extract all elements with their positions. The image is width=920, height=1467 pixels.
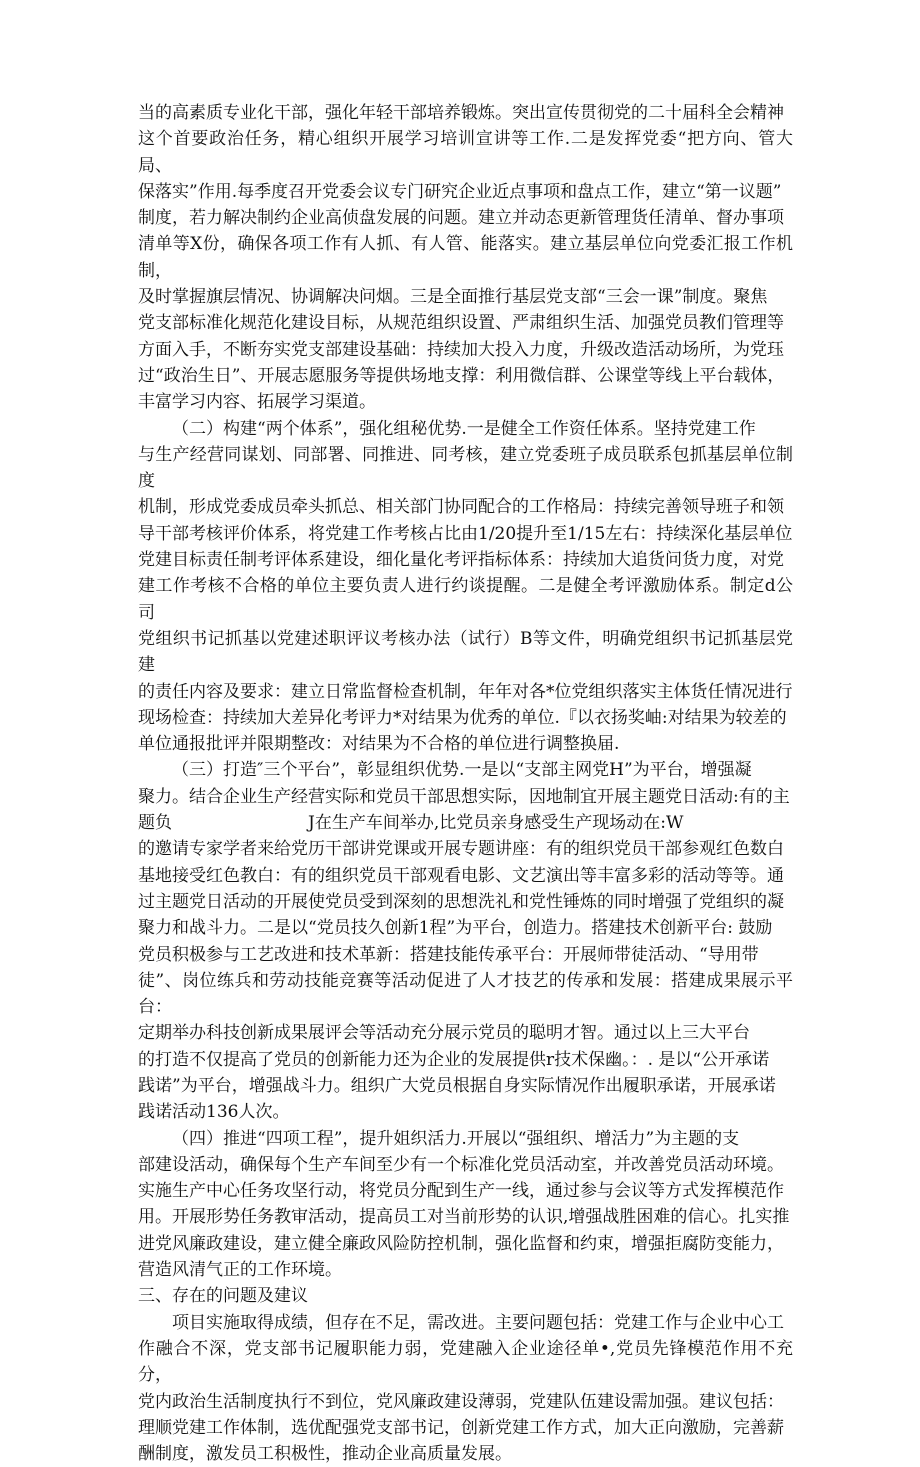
section-heading-problems: 三、存在的问题及建议 [138, 1286, 308, 1307]
paragraph-party-building-intro: 当的高素质专业化干部，强化年轻干部培养锻炼。突出宣传贯彻党的二十届科全会精神 这个首要政治任务，精心组织开展学习培训宣讲等工作.二是发挥党委“把方向、管大局、 保落实”作用.每季度召开党委会议专门研究企业近点事项和盘点工作，建立“第一议题” 制度，若力解决制约企业高侦盘发展的问题。建立并动态更新管理货任清单、督办事项 清单等X份，确保各项工作有人抓、有人管、能落实。建立基层单位向党委汇报工作机制， 及时掌握旗层情况、协调解决问烟。三是全面推行基层党支部“三会一课”制度。聚焦 党支部标准化规范化建设目标，从规范组织设置、严肃组织生活、加强党员教们管理等 方面入手，不断夯实党支部建设基础：持续加大投入力度，升级改造活动场所，为党珏 过“政治生日”、开展志愿服务等提供场地支撑：利用微信群、公课堂等线上平台载体， 丰富学习内容、拓展学习渠道。 [138, 103, 793, 413]
paragraph-problems-suggestions: 项目实施取得成绩，但存在不足，需改进。主要问题包括：党建工作与企业中心工 作融合不深，党支部书记履职能力弱，党建融入企业途径单•,党员先锋模范作用不充分， 党内政治生活制度执行不到位，党风廉政建设薄弱，党建队伍建设需加强。建议包括： 理顺党建工作体制，选优配强党支部书记，创新党建工作方式，加大正向激励，完善薪 酬制度，激发员工积极性，推动企业高质量发展。 [138, 1312, 793, 1465]
paragraph-four-projects: （四）推进“四项工程”，提升姐织活力.开展以“强组织、增活力”为主题的支 部建设活动，确保每个生产车间至少有一个标准化党员活动室，并改善党员活动环境。 实施生产中心任务攻坚行动，将党员分配到生产一线，通过参与会议等方式发挥模范作 用。开展形势任务教审活动，提高员工对当前形势的认识,增强战胜困难的信心。扎实推 进党风廉政建设，建立健全廉政风险防控机制，强化监督和约束，增强拒腐防变能力， 营造风清气正的工作环境。 [138, 1128, 790, 1281]
paragraph-two-systems: （二）构建“两个体系”，强化组秘优势.一是健全工作资任体系。坚持党建工作 与生产经营同谋划、同部署、同推进、同考核，建立党委班子成员联系包抓基层单位制度 机制，形成党委成员牵头抓总、相关部门协同配合的工作格局：持续完善领导班子和领 导干部考核评价体系，将党建工作考核占比由1/20提升至1/15左右：持续深化基层单位 党建目标责任制考评体系建设，细化量化考评指标体系：持续加大追货问货力度，对党 建工作考核不合格的单位主要负责人进行约谈提醒。二是健全考评激励体系。制定d公司 党组织书记抓基以党建述职评议考核办法（试行）B等文件，明确党组织书记抓基层党建 的责任内容及要求：建立日常监督检查机制，年年对各*位党组织落实主体货任情况进行 现场检查：持续加大差异化考评力*对结果为优秀的单位.『以衣扬奖岫:对结果为较差的 单位通报批评并限期整改：对结果为不合格的单位进行调整换届. [138, 418, 793, 755]
paragraph-three-platforms: （三）打造″三个平台”，彰显组织优势.一是以“支部主网党H”为平台，增强凝 聚力。结合企业生产经营实际和党员干部思想实际，因地制宜开展主题党日活动:有的主 题负 J在生产车间举办,比党员亲身感受生产现场动在:W 的邀请专家学者来给党历干部讲党课或开展专题讲座：有的组织党员干部参观红色数白 基地接受红色教白：有的组织党员干部观看电影、文艺演出等丰富多彩的活动等等。通 过主题党日活动的开展使党员受到深刻的思想洗礼和党性锤炼的同时增强了党组织的凝 聚力和战斗力。二是以“党员技久创新1程”为平台，创造力。搭建技术创新平台: 鼓励 党员积极参与工艺改进和技术革新：搭建技能传承平台：开展师带徒活动、“导用带 徒”、岗位练兵和劳动技能竞赛等活动促进了人才技艺的传承和发展：搭建成果展示平台： 定期举办科技创新成果展评会等活动充分展示党员的聪明才智。通过以上三大平台 的打造不仅提高了党员的创新能力还为企业的发展提供r技术保幽。：. 是以“公开承诺 践诺”为平台，增强战斗力。组织广大党员根据自身实际情况作出履职承诺，开展承诺 践诺活动136人次。 [138, 760, 793, 1123]
document-body [138, 100, 793, 1467]
